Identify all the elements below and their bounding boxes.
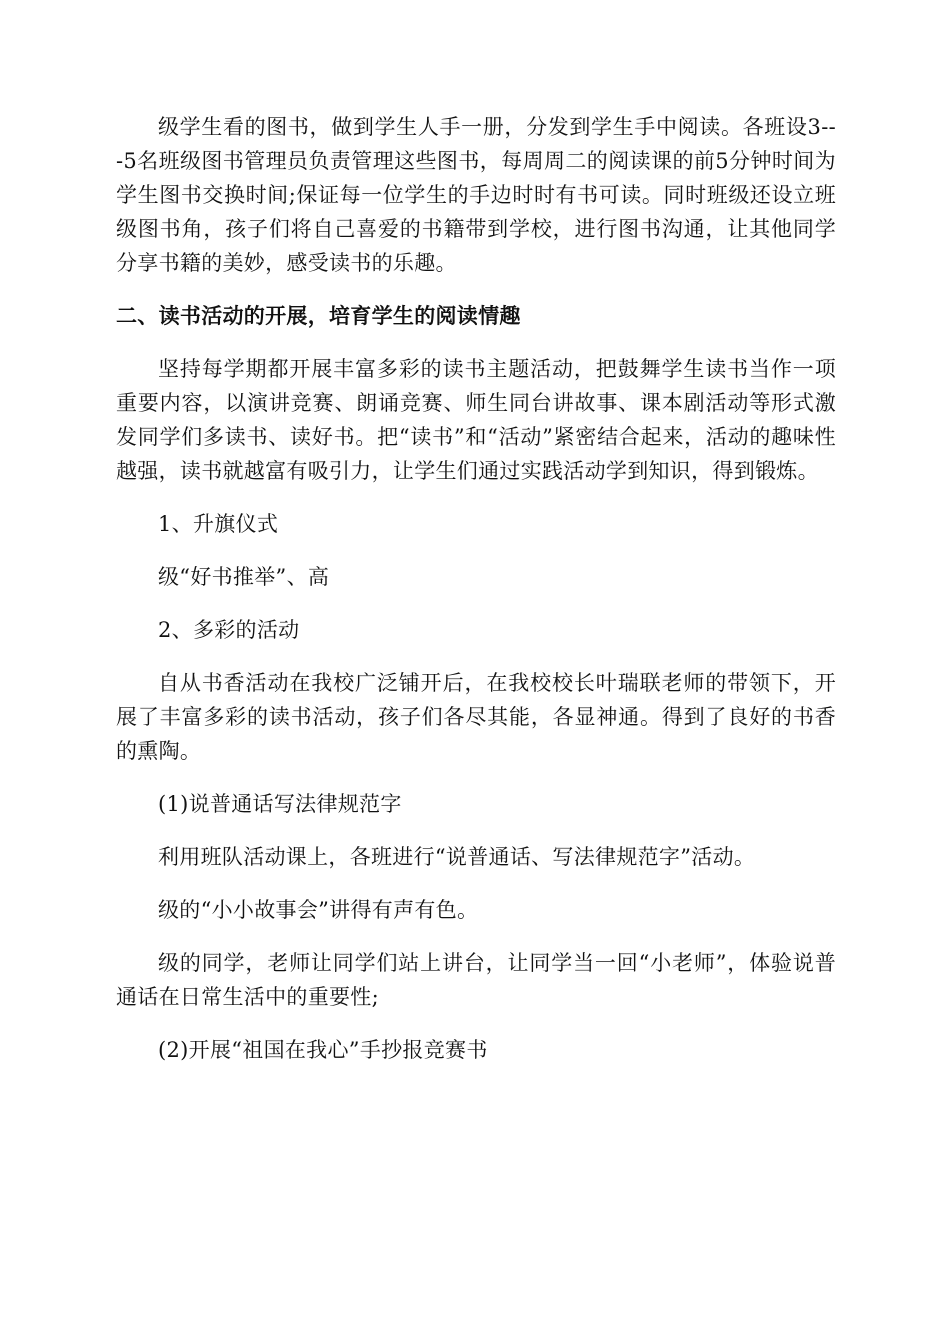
paragraph-book-fragrance: 自从书香活动在我校广泛铺开后，在我校校长叶瑞联老师的带领下，开展了丰富多彩的读书活动，孩子们各尽其能，各显神通。得到了良好的书香的熏陶。: [116, 671, 836, 763]
paragraph-little-teacher: 级的同学，老师让同学们站上讲台，让同学当一回“小老师”，体验说普通话在日常生活中的重要性;: [116, 951, 836, 1009]
subitem-mandarin-writing: (1)说普通话写法律规范字: [158, 792, 402, 816]
paragraph-story-meeting: 级的“小小故事会”讲得有声有色。: [158, 898, 479, 922]
section-heading-reading-activities: 二、读书活动的开展，培育学生的阅读情趣: [116, 304, 521, 328]
paragraph-library-management: 级学生看的图书，做到学生人手一册，分发到学生手中阅读。各班设3---5名班级图书管理员负责管理这些图书，每周周二的阅读课的前5分钟时间为学生图书交换时间;保证每一位学生的手边时时有书可读。同时班级还设立班级图书角，孩子们将自己喜爱的书籍带到学校，进行图书沟通，让其他同学分享书籍的美妙，感受读书的乐趣。: [116, 115, 836, 275]
list-item-flag-ceremony: 1、升旗仪式: [158, 512, 279, 536]
paragraph-theme-activities: 坚持每学期都开展丰富多彩的读书主题活动，把鼓舞学生读书当作一项重要内容，以演讲竞赛、朗诵竞赛、师生同台讲故事、课本剧活动等形式激发同学们多读书、读好书。把“读书”和“活动”紧密结合起来，活动的趣味性越强，读书就越富有吸引力，让学生们通过实践活动学到知识，得到锻炼。: [116, 357, 836, 483]
paragraph-book-recommendation: 级“好书推举”、高: [158, 565, 330, 589]
list-item-colorful-activities: 2、多彩的活动: [158, 618, 300, 642]
subitem-newspaper-contest: (2)开展“祖国在我心”手抄报竞赛书: [158, 1038, 488, 1062]
paragraph-class-activity: 利用班队活动课上，各班进行“说普通话、写法律规范字”活动。: [158, 845, 756, 869]
document-page: [116, 110, 836, 1086]
